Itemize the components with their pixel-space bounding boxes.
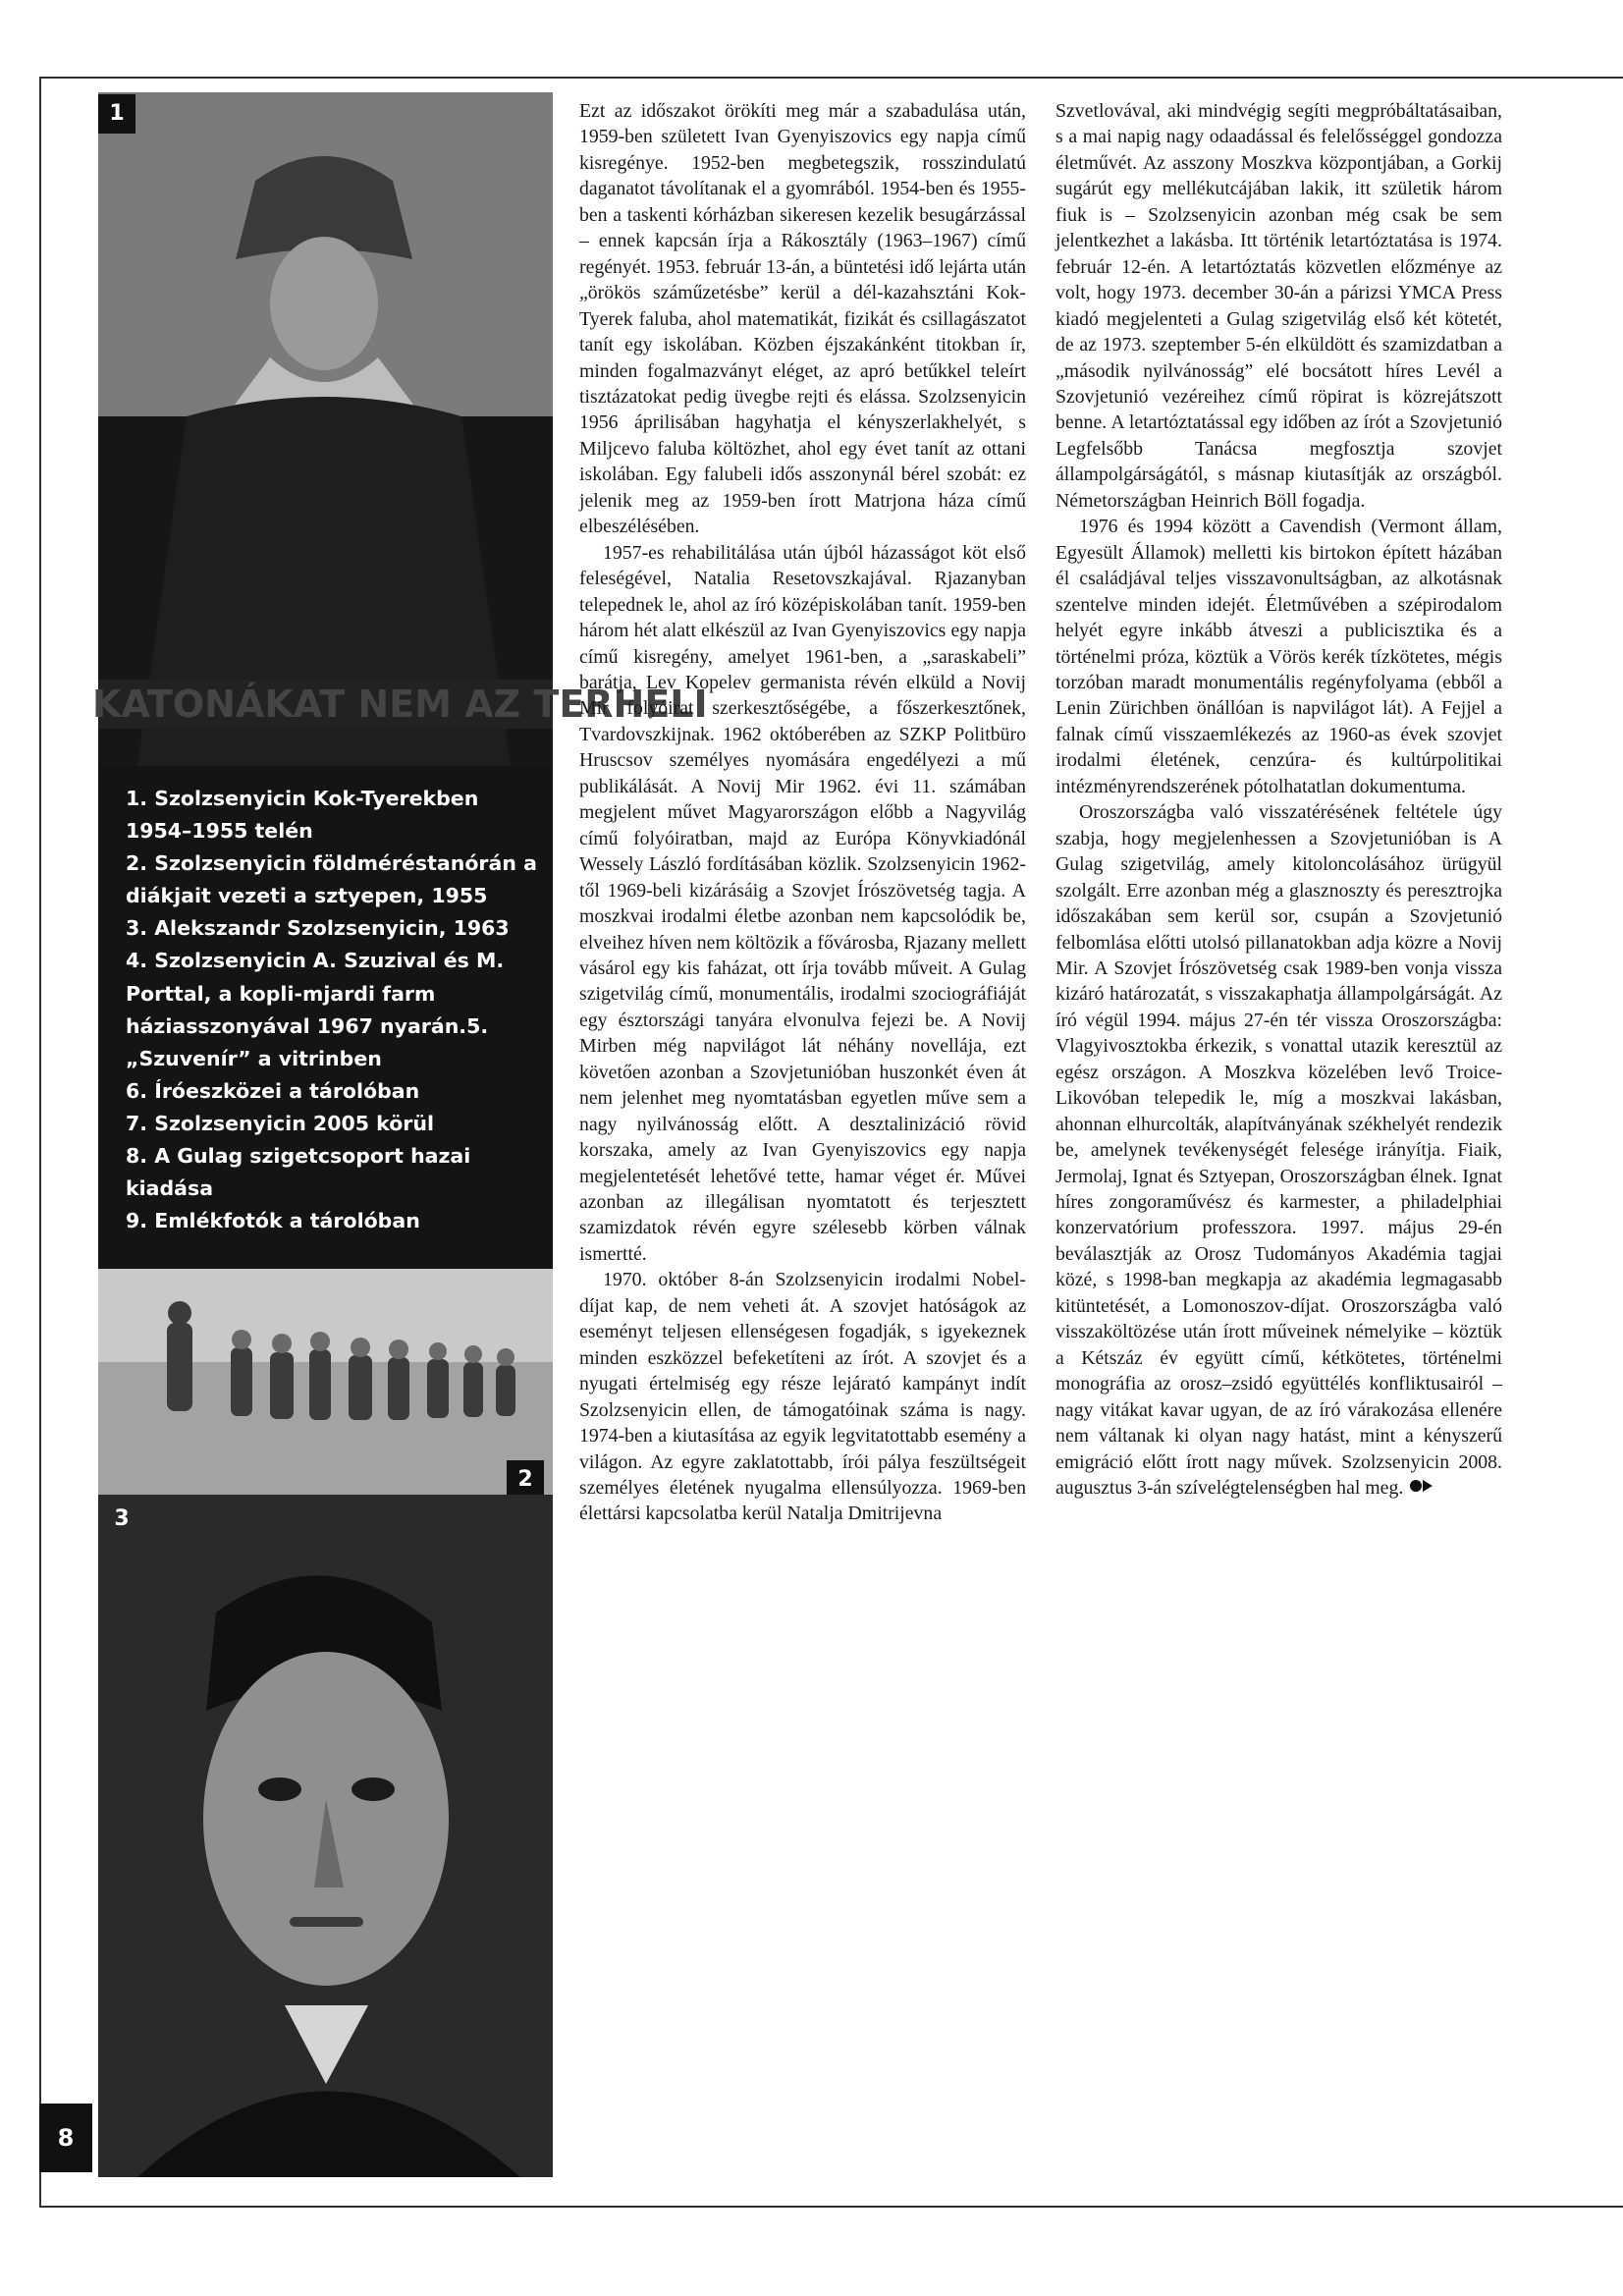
paragraph-last — [1055, 799, 1502, 1501]
text-column-2 — [1055, 98, 1502, 1501]
photo-1-portrait-winter — [92, 92, 708, 766]
page-number: 8 — [39, 2104, 92, 2172]
caption-item: 9. Emlékfotók a tárolóban — [126, 1209, 420, 1233]
paragraph: Szvetlovával, aki mindvégig segíti megpróbáltatásaiban, s a mai napig nagy odaadással és felelősséggel gondozza életművét. Az asszony Moszkva központjában, a Gorkij sugárút egy mellékutcájában lakik, itt születik három fiuk is – Szolzsenyicin azonban még csak be sem jelentkezhet a lakásba. Itt történik letartóztatása is 1974. február 12-én. A letartóztatás közvetlen előzménye az volt, hogy 1973. december 30-án a párizsi YMCA Press kiadó megjelenteti a Gulag szigetvilág első két kötetét, de az 1973. szeptember 5-én elküldött és szamizdatban a „második nyilvánosság” elé bocsátott híres Levél a Szovjetunió vezéreihez című röpirat is közrejátszott benne. A letartóztatással egy időben az írót a Szovjetunió Legfelsőbb Tanácsa megfosztja szovjet állampolgárságától, s másnap kiutasítják az országból. Németországban Heinrich Böll fogadja. — [1055, 100, 1502, 512]
caption-item: 3. Alekszandr Szolzsenyicin, 1963 — [126, 916, 510, 941]
caption-item: 4. Szolzsenyicin A. Szuzival és M. Porttal, a kopli-mjardi farm háziasszonyával 1967 nyarán.5. „Szuvenír” a vitrinben — [126, 949, 505, 1070]
paragraph: 1976 és 1994 között a Cavendish (Vermont állam, Egyesült Államok) melletti kis birtokon épített házában él családjával teljes visszavonultságban, az alkotásnak szentelve minden idejét. Életművében a szépirodalom helyét egyre inkább átveszi a publicisztika és a történelmi próza, köztük a Vörös kerék tízkötetes, mégis torzóban maradt monumentális regényfolyama (ebből a Lenin Zürichben önállóan is napvilágot lát). A Fejjel a falnak című visszaemlékezés az 1960-as évek szovjet irodalmi életének, cenzúra- és kultúrpolitikai intézményrendszerének pótolhatatlan dokumentuma. — [1055, 516, 1502, 797]
caption-list — [126, 783, 538, 1237]
paragraph: 1957-es rehabilitálása után újból házasságot köt első feleségével, Natalia Resetovszkajával. Rjazanyban telepednek le, ahol az író középiskolában tanít. 1959-ben három hét alatt elkészül az Ivan Gyenyiszovics egy napja című kisregény, amelyet 1961-ben, a „saraskabeli” barátja, Lev Kopelev germanista révén elküld a Novij Mir folyóirat szerkesztőségébe, a főszerkesztőnek, Tvardovszkijnak. 1962 októberében az SZKP Politbüro Hruscsov személyes nyomására engedélyezi a mű publikálását. A Novij Mir 1962. évi 11. számában megjelent művet Magyarországon előbb a Nagyvilág című folyóiratban, majd az Európa Könyvkiadónál Wessely László fordításában közlik. Szolzsenyicin 1962-től 1969-beli kizárásáig a Szovjet Írószövetség tagja. A moszkvai irodalmi életbe azonban nem kapcsolódik be, elveihez híven nem költözik a fővárosba, Rjazany mellett vásárol egy kis faházat, ott írja tovább műveit. A Gulag szigetvilág című, monumentális, irodalmi szociográfiáját egy észtországi tanyára elvonulva fejezi be. A Novij Mirben még napvilágot lát néhány novellája, ezt követően azonban a Szovjetunióban huszonkét éven át nem jelenhet meg nyomtatásban egyetlen műve sem a nagy nyilvánosság előtt. A desztalinizáció rövid korszaka, amely az Ivan Gyenyiszovics egy napja megjelentetését lehetővé tette, hamar véget ér. Művei azonban az illegálisan nyomtatott és terjesztett szamizdatok révén egyre szélesebb körben válnak ismertté. — [579, 541, 1026, 1265]
page-frame-left — [39, 77, 41, 2208]
paragraph-text: Oroszországba való visszatérésének feltétele úgy szabja, hogy megjelenhessen a Szovjetunióban is A Gulag szigetvilág, amely kitoloncolásához ürügyül szolgált. Erre azonban még a glasznoszty és peresztrojka időszakában sem kerül sor, csupán a Szovjetunió felbomlása előtti utolsó pillanatokban adja közre a Novij Mir. A Szovjet Írószövetség csak 1989-ben vonja vissza kizáró határozatát, s visszakaphatja állampolgárságát. Az író végül 1994. május 27-én tér vissza Oroszországba: Vlagyivosztokba érkezik, s vonattal utazik keresztül az egész országon. A Moszkva közelében levő Troice-Likovóban telepedik le, míg a moszkvai lakásban, ahonnan elhurcolták, alapítványának székhelyét rendezik be, amelynek tevékenységét felesége irányítja. Fiaik, Jermolaj, Ignat és Sztyepan, Oroszországban élnek. Ignat híres zongoraművész és karmester, a philadelphiai konzervatórium professzora. 1997. május 29-én beválasztják az Orosz Tudományos Akadémia tagjai közé, s 1998-ban megkapja az akadémia legmagasabb kitüntetését, a Lomonoszov-díjat. Oroszországba való visszaköltözése után írott műveinek némelyike – köztük a Kétszáz év együtt című, kétkötetes, történelmi monográfia az orosz–zsidó együttélés konfliktusairól – nagy vitákat kavar ugyan, de az író várakozása ellenére nem váltanak ki olyan nagy hatást, mint a kényszerű emigráció előtt írott nagy művek. Szolzsenyicin 2008. augusztus 3-án szívelégtelenségben hal meg. — [1055, 801, 1502, 1500]
end-of-article-icon — [1409, 1478, 1434, 1494]
caption-box — [98, 766, 553, 1269]
photo-3-portrait-1963 — [98, 1495, 553, 2177]
photo-1-banner: KATONÁKAT NEM AZ TERHELI — [92, 683, 708, 726]
caption-item: 7. Szolzsenyicin 2005 körül — [126, 1111, 435, 1135]
text-column-1 — [579, 98, 1026, 1527]
paragraph: Ezt az időszakot örökíti meg már a szabadulása után, 1959-ben született Ivan Gyenyiszovics egy napja című kisregénye. 1952-ben megbetegszik, rosszindulatú daganatot távolítanak el a gyomrából. 1954-ben és 1955-ben a taskenti kórházban sikeresen kezelik besugárzással – ennek kapcsán írja a Rákosztály (1963–1967) című regényét. 1953. február 13-án, a büntetési idő lejárta után „örökös száműzetésbe” kerül a dél-kazahsztáni Kok-Tyerek faluba, ahol matematikát, fizikát és csillagászatot tanít egy iskolában. Közben éjszakánként titokban ír, minden fogalmazványt eléget, az apró betűkkel teleírt tisztázatokat pedig üvegbe rejti és elássa. Szolzsenyicin 1956 áprilisában hagyhatja el kényszerlakhelyét, s Miljcevo faluba költözhet, ahol egy évet tanít az ottani iskolában. Egy falubeli idős asszonynál bérel szobát: ez jelenik meg az 1959-ben írott Matrjona háza című elbeszélésében. — [579, 100, 1026, 538]
page-frame-top — [39, 77, 1623, 79]
caption-item: 2. Szolzsenyicin földméréstanórán a diákjait vezeti a sztyepen, 1955 — [126, 851, 537, 908]
caption-item: 1. Szolzsenyicin Kok-Tyerekben 1954–1955 telén — [126, 787, 479, 844]
paragraph: 1970. október 8-án Szolzsenyicin irodalmi Nobel-díjat kap, de nem veheti át. A szovjet hatóságok az eseményt teljesen ellenségesen fogadják, s igyekeznek minden eszközzel befeketíteni az írót. A szovjet és a nyugati értelmiség egy része lejárató kampányt indít Szolzsenyicin ellen, de támogatóinak száma is nagy. 1974-ben a kiutasítása az egyik legvitatottabb esemény a világon. Az egyre zaklatottabb, írói pálya feszültségeit személyes életének nyugalma ellensúlyozza. 1969-ben élettársi kapcsolatba kerül Natalja Dmitrijevna — [579, 1269, 1026, 1525]
photo-3-number-badge: 3 — [114, 1506, 130, 1531]
photo-2-number-badge: 2 — [507, 1460, 544, 1500]
photo-1-number-badge: 1 — [98, 94, 135, 134]
page-frame-bottom — [39, 2206, 1623, 2208]
caption-item: 6. Íróeszközei a tárolóban — [126, 1078, 420, 1103]
caption-item: 8. A Gulag szigetcsoport hazai kiadása — [126, 1144, 471, 1201]
photo-2-steppe-students — [98, 1269, 553, 1495]
